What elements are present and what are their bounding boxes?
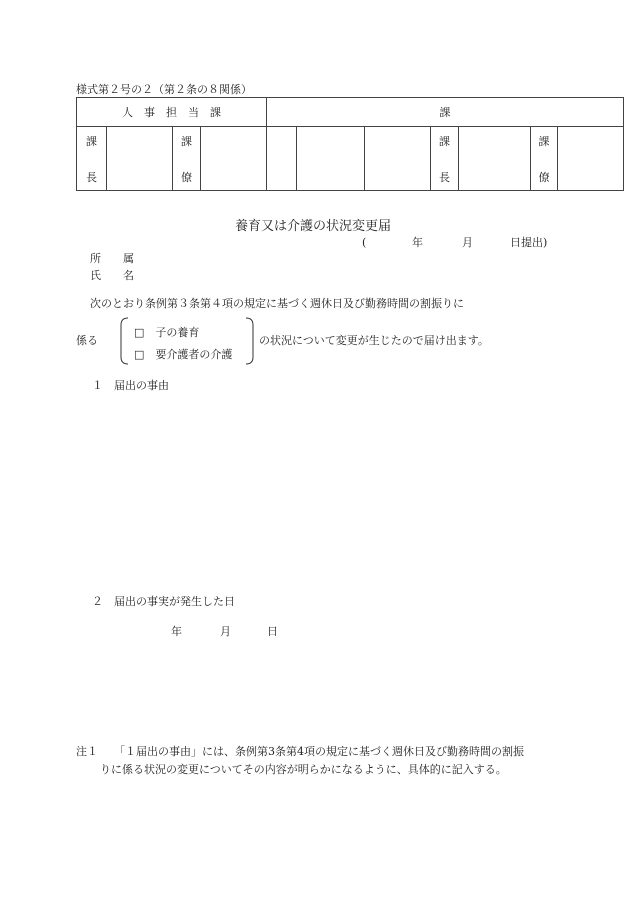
submission-date-open: (: [362, 236, 367, 249]
submission-month[interactable]: 月: [462, 236, 473, 249]
note-line-2: りに係る状況の変更についてその内容が明らかになるように、具体的に記入する。: [100, 763, 507, 776]
option-child-care-checkbox[interactable]: □ 子の養育: [134, 326, 200, 339]
hr-chief-label: 課 長: [77, 127, 107, 191]
dept-blank-cell[interactable]: [267, 127, 297, 191]
option-nursing-care-checkbox[interactable]: □ 要介護者の介護: [134, 348, 233, 361]
body-line-1: 次のとおり条例第３条第４項の規定に基づく週休日及び勤務時間の割振りに: [90, 297, 464, 310]
name-label: 氏 名: [90, 269, 134, 282]
section-1-heading: １ 届出の事由: [92, 379, 169, 392]
dept-staff-label: 課 僚: [531, 127, 558, 191]
event-day[interactable]: 日: [267, 625, 278, 638]
event-month[interactable]: 月: [220, 625, 231, 638]
dept-section-header: 課: [267, 98, 624, 127]
hr-chief-stamp-cell[interactable]: [107, 127, 173, 191]
dept-chief-label: 課 長: [431, 127, 459, 191]
section-2-heading: ２ 届出の事実が発生した日: [92, 595, 235, 608]
hr-staff-stamp-cell[interactable]: [201, 127, 267, 191]
dept-staff-stamp-cell[interactable]: [558, 127, 624, 191]
dept-blank-cell-3[interactable]: [365, 127, 431, 191]
affiliation-label: 所 属: [90, 252, 134, 265]
options-brace: [120, 317, 254, 365]
event-year[interactable]: 年: [171, 625, 182, 638]
document-title: 養育又は介護の状況変更届: [235, 219, 392, 234]
submission-year[interactable]: 年: [412, 236, 423, 249]
body-prefix: 係る: [76, 334, 98, 347]
approval-stamp-table: [76, 97, 624, 191]
note-label: 注１: [76, 745, 98, 758]
hr-section-header: 人 事 担 当 課: [77, 98, 267, 127]
note-line-1: 「１届出の事由」には、条例第3条第4項の規定に基づく週休日及び勤務時間の割振: [114, 745, 524, 758]
submission-day[interactable]: 日提出): [510, 236, 548, 249]
body-suffix: の状況について変更が生じたので届け出ます。: [259, 334, 489, 347]
hr-staff-label: 課 僚: [173, 127, 201, 191]
dept-blank-cell-2[interactable]: [297, 127, 365, 191]
form-number: 様式第２号の２（第２条の８関係）: [76, 83, 252, 96]
dept-chief-stamp-cell[interactable]: [459, 127, 531, 191]
